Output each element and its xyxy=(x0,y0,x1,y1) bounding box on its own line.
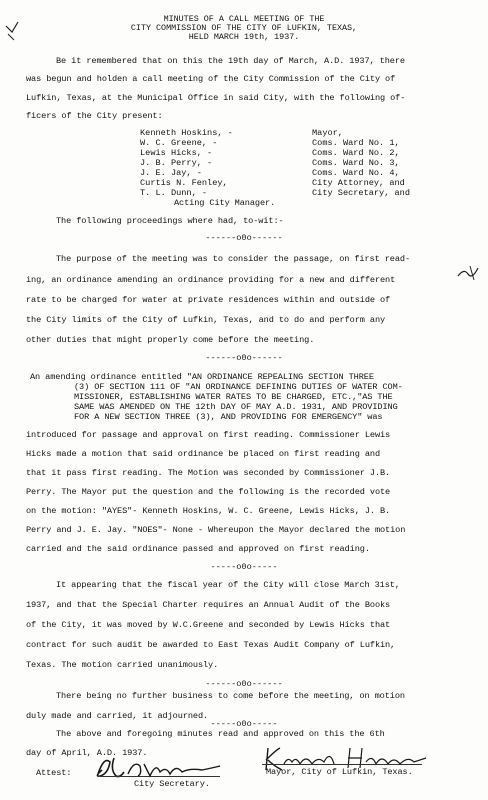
officer-name-4: J. B. Perry, - xyxy=(140,158,213,168)
officer-title-4: Coms. Ward No. 3, xyxy=(312,158,400,168)
intro-line-3: Lufkin, Texas, at the Municipal Office in said City, with the following of- xyxy=(26,93,406,103)
ordinance-text-line-6: Perry and J. E. Jay. "NOES"- None - Whereupon the Mayor declared the motion xyxy=(26,525,406,535)
officer-name-7: T. L. Dunn, - xyxy=(140,188,208,198)
ordinance-caps-line-3: MISSIONER, ESTABLISHING WATER RATES TO BE CHARGED, ETC.,"AS THE xyxy=(74,392,393,402)
fiscal-line-1: It appearing that the fiscal year of the City will close March 31st, xyxy=(56,580,400,590)
purpose-line-4: the City limits of the City of Lufkin, Texas, and to do and perform any xyxy=(26,315,386,325)
divider-1: ------o0o------ xyxy=(205,233,283,243)
officer-title-2: Coms. Ward No. 1, xyxy=(312,138,400,148)
ordinance-text-line-1: introduced for passage and approval on first reading. Commissioner Lewis xyxy=(26,430,391,440)
ordinance-text-line-5: on the motion: "AYES"- Kenneth Hoskins, W. C. Greene, Lewis Hicks, J. B. xyxy=(26,506,391,516)
intro-line-4: ficers of the City present: xyxy=(26,111,163,121)
approval-line-2: day of April, A.D. 1937. xyxy=(26,748,148,758)
officer-name-2: W. C. Greene, - xyxy=(140,138,218,148)
officer-name-1: Kenneth Hoskins, - xyxy=(140,128,233,138)
purpose-line-2: ing, an ordinance amending an ordinance providing for a new and different xyxy=(26,275,396,285)
officer-title-7: City Secretary, and xyxy=(312,188,410,198)
officer-title-5: Coms. Ward No. 4, xyxy=(312,168,400,178)
header-line-2: CITY COMMISSION OF THE CITY OF LUFKIN, TEXAS, xyxy=(130,23,358,33)
secretary-signature xyxy=(90,752,226,782)
fiscal-line-5: Texas. The motion carried unanimously. xyxy=(26,660,219,670)
margin-pen-mark-icon xyxy=(456,264,480,284)
purpose-line-1: The purpose of the meeting was to consider the passage, on first read- xyxy=(56,254,410,264)
mayor-caption: Mayor, City of Lufkin, Texas. xyxy=(266,767,413,777)
officer-title-3: Coms. Ward No. 2, xyxy=(312,148,400,158)
ordinance-text-line-7: carried and the said ordinance passed and approved on first reading. xyxy=(26,544,370,554)
adjourn-line-1: There being no further business to come before the meeting, on motion xyxy=(56,691,405,701)
header-line-3: HELD MARCH 19th, 1937. xyxy=(188,32,300,42)
fiscal-line-2: 1937, and that the Special Charter requires an Annual Audit of the Books xyxy=(26,600,391,610)
fiscal-line-4: contract for such audit be awarded to East Texas Audit Company of Lufkin, xyxy=(26,640,396,650)
officer-name-3: Lewis Hicks, - xyxy=(140,148,213,158)
officer-name-5: J. E. Jay, - xyxy=(140,168,202,178)
mayor-signature-line xyxy=(262,764,422,765)
attest-label: Attest: xyxy=(36,768,72,778)
acting-manager: Acting City Manager. xyxy=(174,198,276,208)
divider-2: ------o0o------ xyxy=(205,353,283,363)
divider-4: ------o0o------ xyxy=(205,679,283,689)
fiscal-line-3: of the City, it was moved by W.C.Greene and seconded by Lewis Hicks that xyxy=(26,620,391,630)
secretary-caption: City Secretary. xyxy=(134,779,210,789)
ordinance-caps-line-1: An amending ordinance entitled "AN ORDINANCE REPEALING SECTION THREE xyxy=(30,372,374,382)
officer-title-1: Mayor, xyxy=(312,128,343,138)
proceedings-line: The following proceedings where had, to-wit:- xyxy=(56,216,284,226)
purpose-line-5: other duties that might properly come before the meeting. xyxy=(26,335,315,345)
ordinance-text-line-4: Perry. The Mayor put the question and the following is the recorded vote xyxy=(26,487,391,497)
secretary-signature-line xyxy=(100,776,220,777)
divider-5: -----o0o----- xyxy=(210,719,278,729)
divider-3: -----o0o----- xyxy=(210,562,278,572)
ordinance-caps-line-4: SAME WAS AMENDED ON THE 12th DAY OF MAY A.D. 1931, AND PROVIDING xyxy=(74,402,398,412)
purpose-line-3: rate to be charged for water at private residences within and outside of xyxy=(26,295,391,305)
ordinance-text-line-3: that it pass first reading. The Motion was seconded by Commissioner J.B. xyxy=(26,468,391,478)
ordinance-caps-line-2: (3) OF SECTION 111 OF "AN ORDINANCE DEFINING DUTIES OF WATER COM- xyxy=(74,382,403,392)
header-line-1: MINUTES OF A CALL MEETING OF THE xyxy=(163,14,325,24)
intro-line-2: was begun and holden a call meeting of the City Commission of the City of xyxy=(26,74,396,84)
officer-title-6: City Attorney, and xyxy=(312,178,405,188)
intro-line-1: Be it remembered that on this the 19th day of March, A.D. 1937, there xyxy=(56,56,405,66)
ordinance-text-line-2: Hicks made a motion that said ordinance be placed on first reading and xyxy=(26,449,380,459)
approval-line-1: The above and foregoing minutes read and approved on this the 6th xyxy=(56,729,385,739)
ordinance-caps-line-5: FOR A NEW SECTION THREE (3), AND PROVIDING FOR EMERGENCY" was xyxy=(74,412,383,422)
officer-name-6: Curtis N. Fenley, xyxy=(140,178,228,188)
adjourn-line-2: duly made and carried, it adjourned. xyxy=(26,711,209,721)
